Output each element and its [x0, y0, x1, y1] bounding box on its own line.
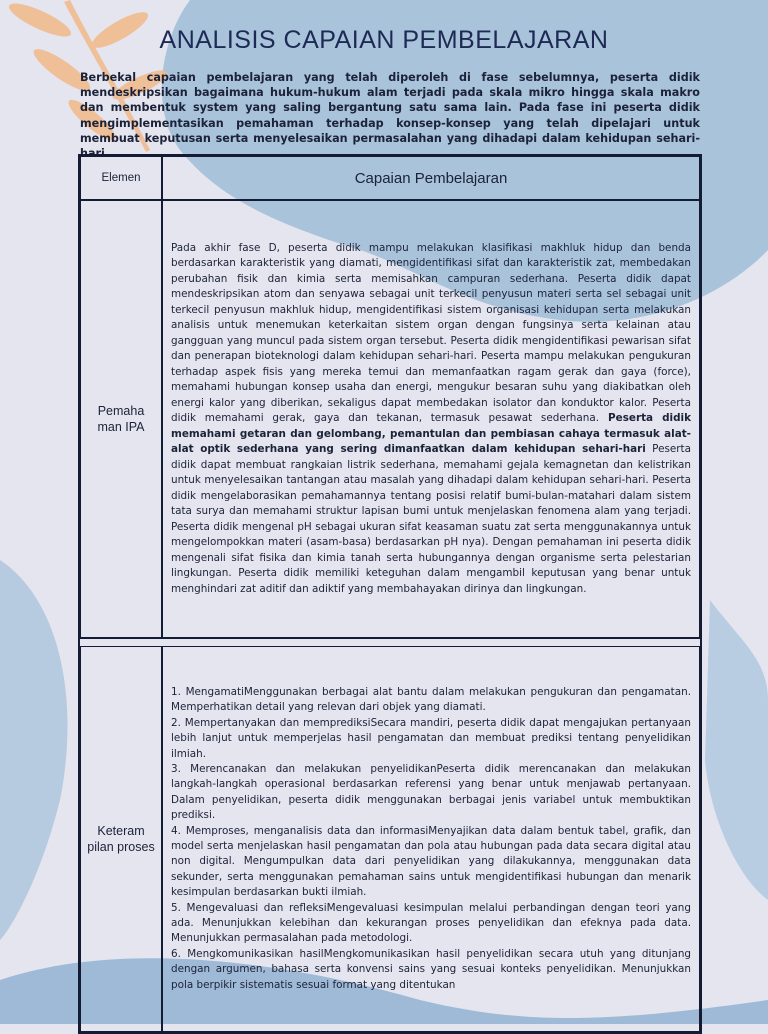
- table-row: [80, 646, 700, 1032]
- list-item: 1. MengamatiMenggunakan berbagai alat bantu dalam melakukan pengukuran dan pengamatan. Memperhatikan detail yang relevan dari objek yang diamati.: [171, 685, 691, 714]
- capaian-text-bold: Peserta didik memahami getaran dan gelombang, pemantulan dan pembiasan cahaya termasuk alat- alat optik sederhana yang sering dimanfaatkan dalam kehidupan sehari-hari: [171, 412, 691, 456]
- list-item: 4. Memproses, menganalisis data dan informasiMenyajikan data dalam bentuk tabel, grafik, dan model serta menjelaskan hasil pengamatan dan pola atau hubungan pada data secara digital atau non digital. Mengumpulkan data dari penyelidikan yang dilakukannya, menggunakan data sekunder, serta menggunakan pemahaman sains untuk mengidentifikasi hubungan dan menarik kesimpulan berdasarkan bukti ilmiah.: [171, 824, 691, 899]
- elemen-cell: Pemaha man IPA: [80, 200, 162, 638]
- header-elemen: Elemen: [80, 156, 162, 200]
- page-title: ANALISIS CAPAIAN PEMBELAJARAN: [159, 26, 609, 54]
- capaian-cell: [162, 646, 700, 1032]
- intro-paragraph: Berbekal capaian pembelajaran yang telah diperoleh di fase sebelumnya, peserta didik mendeskripsikan bagaimana hukum-hukum alam terjadi pada skala mikro hingga skala makro dan membentuk system yang saling bergantung satu sama lain. Pada fase ini peserta didik mengimplementasikan pemahaman terhadap konsep-konsep yang telah dipelajari untuk membuat keputusan serta menyelesaikan permasalahan yang dihadapi dalam kehidupan sehari-hari.: [80, 71, 700, 161]
- list-item: 3. Merencanakan dan melakukan penyelidikanPeserta didik merencanakan dan melakukan langkah-langkah operasional berdasarkan referensi yang benar untuk menjawab pertanyaan. Dalam penyelidikan, peserta didik menggunakan berbagai jenis variabel untuk membuktikan prediksi.: [171, 762, 691, 822]
- capaian-text: Peserta didik dapat membuat rangkaian listrik sederhana, memahami gejala kemagnetan dan kelistrikan untuk menyelesaikan tantangan atau masalah yang dihadapi dalam kehidupan sehari-hari. Peserta didik mengelaborasikan pemahamannya tentang posisi relatif bumi-bulan-matahari dalam sistem tata surya dan memahami struktur lapisan bumi untuk menjelaskan fenomena alam yang terjadi. Peserta didik mengenal pH sebagai ukuran sifat keasaman suatu zat serta menggunakannya untuk mengelompokkan materi (asam-basa) berdasarkan pH nya). Dengan pemahaman ini peserta didik mengenali sifat fisika dan kimia tanah serta hubungannya dengan organisme serta pelestarian lingkungan. Peserta didik memiliki keteguhan dalam mengambil keputusan yang benar untuk menghindari zat aditif dan adiktif yang membahayakan dirinya dan lingkungan.: [171, 443, 691, 595]
- capaian-cell: [162, 200, 700, 638]
- elemen-cell: Keteram pilan proses: [80, 646, 162, 1032]
- list-item: 2. Mempertanyakan dan memprediksiSecara mandiri, peserta didik dapat mengajukan pertanyaan lebih lanjut untuk memperjelas hasil pengamatan dan membuat prediksi tentang penyelidikan ilmiah.: [171, 716, 691, 760]
- list-item: 5. Mengevaluasi dan refleksiMengevaluasi kesimpulan melalui perbandingan dengan teori yang ada. Menunjukkan kelebihan dan kekurangan proses penyelidikan dan efeknya pada data. Menunjukkan permasalahan pada metodologi.: [171, 901, 691, 945]
- spacer-cell: [80, 638, 700, 646]
- table-row: [80, 200, 700, 638]
- list-item: 6. Mengkomunikasikan hasilMengkomunikasikan hasil penyelidikan secara utuh yang ditunjang dengan argumen, bahasa serta konvensi sains yang sesuai konteks penyelidikan. Menunjukkan pola berpikir sistematis sesuai format yang ditentukan: [171, 947, 691, 991]
- capaian-text: Pada akhir fase D, peserta didik mampu melakukan klasifikasi makhluk hidup dan benda berdasarkan karakteristik yang diamati, mengidentifikasi sifat dan karakteristik zat, membedakan perubahan fisik dan kimia serta memisahkan campuran sederhana. Peserta didik dapat mendeskripsikan atom dan senyawa sebagai unit terkecil penyusun materi serta sel sebagai unit terkecil penyusun makhluk hidup, mengidentifikasi sistem organisasi kehidupan serta melakukan analisis untuk menemukan keterkaitan sistem organ dengan fungsinya serta kelainan atau gangguan yang muncul pada sistem organ tersebut. Peserta didik mengidentifikasi pewarisan sifat dan penerapan bioteknologi dalam kehidupan sehari-hari. Peserta mampu melakukan pengukuran terhadap aspek fisis yang mereka temui dan memanfaatkan ragam gerak dan gaya (force), memahami hubungan konsep usaha dan energi, mengukur besaran suhu yang diakibatkan oleh energi kalor yang diberikan, sekaligus dapat membedakan isolator dan konduktor kalor. Peserta didik memahami gerak, gaya dan tekanan, termasuk pesawat sederhana.: [171, 241, 691, 425]
- header-capaian: Capaian Pembelajaran: [162, 156, 700, 200]
- capaian-table: [78, 154, 702, 1034]
- row-spacer: [80, 638, 700, 646]
- table-header-row: [80, 156, 700, 200]
